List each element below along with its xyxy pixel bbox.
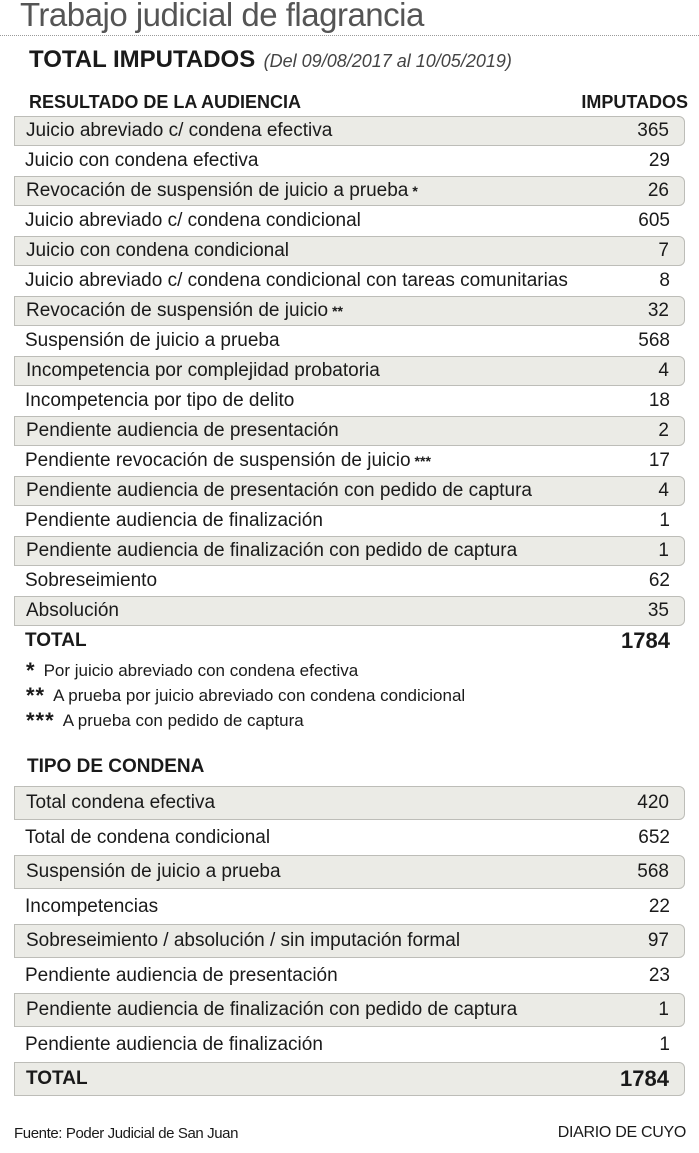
title-divider bbox=[0, 35, 699, 36]
row-label: Sobreseimiento bbox=[25, 570, 158, 591]
column-header-count: IMPUTADOS bbox=[581, 92, 688, 112]
row-value: 26 bbox=[647, 180, 669, 201]
row-value: 1 bbox=[658, 999, 669, 1020]
row-label: Pendiente audiencia de presentación bbox=[25, 964, 338, 986]
publisher-credit: DIARIO DE CUYO bbox=[557, 1124, 686, 1141]
row-value: 365 bbox=[637, 120, 669, 141]
row-value: 4 bbox=[658, 480, 669, 501]
footnote bbox=[26, 683, 465, 708]
row-value: 4 bbox=[658, 360, 669, 381]
table-row bbox=[14, 855, 685, 889]
table-row bbox=[14, 993, 685, 1027]
row-label: Juicio abreviado c/ condena condicional bbox=[25, 210, 361, 231]
total-label: TOTAL bbox=[26, 1068, 88, 1089]
row-value: 35 bbox=[647, 600, 669, 621]
table-row bbox=[14, 386, 685, 416]
row-label: Pendiente audiencia de finalización bbox=[25, 1033, 323, 1055]
table-row bbox=[14, 326, 685, 356]
row-label: Revocación de suspensión de juicio a prueba bbox=[26, 180, 409, 201]
row-value: 22 bbox=[648, 895, 670, 917]
row-value: 2 bbox=[658, 420, 669, 441]
footnote-stars: * bbox=[26, 657, 36, 683]
total-row bbox=[14, 626, 685, 656]
footnote-text: Por juicio abreviado con condena efectiva bbox=[43, 660, 359, 680]
sentence-type-table bbox=[14, 786, 685, 1096]
footnote-text: A prueba por juicio abreviado con condena condicional bbox=[53, 685, 466, 705]
row-value: 1 bbox=[659, 510, 670, 531]
section-title-sentence-type: TIPO DE CONDENA bbox=[27, 756, 205, 777]
row-value: 62 bbox=[648, 570, 670, 591]
subtitle-block bbox=[29, 46, 512, 74]
table-row bbox=[14, 889, 685, 924]
table-row bbox=[14, 786, 685, 820]
table-row bbox=[14, 446, 685, 476]
row-label: Juicio abreviado c/ condena condicional con tareas comunitarias bbox=[25, 270, 568, 291]
row-value: 1 bbox=[658, 540, 669, 561]
row-label: Pendiente audiencia de presentación bbox=[26, 420, 339, 441]
row-label: Suspensión de juicio a prueba bbox=[25, 330, 280, 351]
table-row bbox=[14, 296, 685, 326]
total-row bbox=[14, 1062, 685, 1096]
row-value: 652 bbox=[638, 826, 670, 848]
source-note: Fuente: Poder Judicial de San Juan bbox=[14, 1125, 239, 1142]
table-row bbox=[14, 506, 685, 536]
row-label: Pendiente revocación de suspensión de juicio bbox=[25, 450, 411, 471]
row-value: 23 bbox=[648, 964, 670, 986]
date-range: (Del 09/08/2017 al 10/05/2019) bbox=[263, 51, 512, 71]
table-row bbox=[14, 266, 685, 296]
footnote bbox=[26, 658, 465, 683]
footnote-text: A prueba con pedido de captura bbox=[62, 710, 304, 730]
total-label: TOTAL bbox=[25, 630, 87, 651]
row-label: Pendiente audiencia de finalización con pedido de captura bbox=[26, 999, 518, 1020]
table-row bbox=[14, 206, 685, 236]
table-row bbox=[14, 1027, 685, 1062]
row-label: Absolución bbox=[26, 600, 119, 621]
row-label: Incompetencia por complejidad probatoria bbox=[26, 360, 380, 381]
row-value: 7 bbox=[658, 240, 669, 261]
row-label: Pendiente audiencia de finalización con pedido de captura bbox=[26, 540, 518, 561]
row-value: 420 bbox=[637, 792, 669, 813]
footnote-mark: * bbox=[412, 183, 418, 199]
column-header-result: RESULTADO DE LA AUDIENCIA bbox=[29, 92, 301, 112]
row-value: 8 bbox=[659, 270, 670, 291]
table-row bbox=[14, 820, 685, 855]
row-value: 1 bbox=[659, 1033, 670, 1055]
row-value: 18 bbox=[648, 390, 670, 411]
table-row bbox=[14, 416, 685, 446]
footnote-stars: *** bbox=[26, 707, 55, 733]
table-row bbox=[14, 566, 685, 596]
row-label: Incompetencias bbox=[25, 895, 159, 917]
row-label: Suspensión de juicio a prueba bbox=[26, 861, 281, 882]
row-label: Juicio con condena condicional bbox=[26, 240, 290, 261]
table-row bbox=[14, 116, 685, 146]
table-row bbox=[14, 476, 685, 506]
table-row bbox=[14, 146, 685, 176]
row-label: Juicio abreviado c/ condena efectiva bbox=[26, 120, 333, 141]
table-row bbox=[14, 176, 685, 206]
table-row bbox=[14, 958, 685, 993]
row-label: Sobreseimiento / absolución / sin imputación formal bbox=[26, 930, 461, 951]
total-value: 1784 bbox=[621, 628, 670, 653]
row-label: Pendiente audiencia de finalización bbox=[25, 510, 323, 531]
total-value: 1784 bbox=[620, 1066, 669, 1091]
row-label: Total de condena condicional bbox=[25, 826, 271, 848]
table-row bbox=[14, 236, 685, 266]
row-label: Juicio con condena efectiva bbox=[25, 150, 259, 171]
footnote-stars: ** bbox=[26, 682, 46, 708]
table-row bbox=[14, 356, 685, 386]
page-title: Trabajo judicial de flagrancia bbox=[20, 0, 424, 33]
row-label: Incompetencia por tipo de delito bbox=[25, 390, 295, 411]
row-label: Total condena efectiva bbox=[26, 792, 216, 813]
footnote-mark: ** bbox=[332, 303, 343, 319]
results-table bbox=[14, 116, 685, 656]
row-value: 605 bbox=[638, 210, 670, 231]
row-label: Revocación de suspensión de juicio bbox=[26, 300, 329, 321]
footnote-mark: *** bbox=[414, 453, 431, 469]
row-value: 97 bbox=[647, 930, 669, 951]
row-value: 17 bbox=[648, 450, 670, 471]
subtitle: TOTAL IMPUTADOS bbox=[29, 46, 256, 73]
row-value: 29 bbox=[648, 150, 670, 171]
row-value: 568 bbox=[637, 861, 669, 882]
table-row bbox=[14, 924, 685, 958]
table-row bbox=[14, 536, 685, 566]
footnotes bbox=[26, 658, 465, 733]
table-row bbox=[14, 596, 685, 626]
row-label: Pendiente audiencia de presentación con pedido de captura bbox=[26, 480, 532, 501]
row-value: 568 bbox=[638, 330, 670, 351]
footnote bbox=[26, 708, 465, 733]
row-value: 32 bbox=[647, 300, 669, 321]
